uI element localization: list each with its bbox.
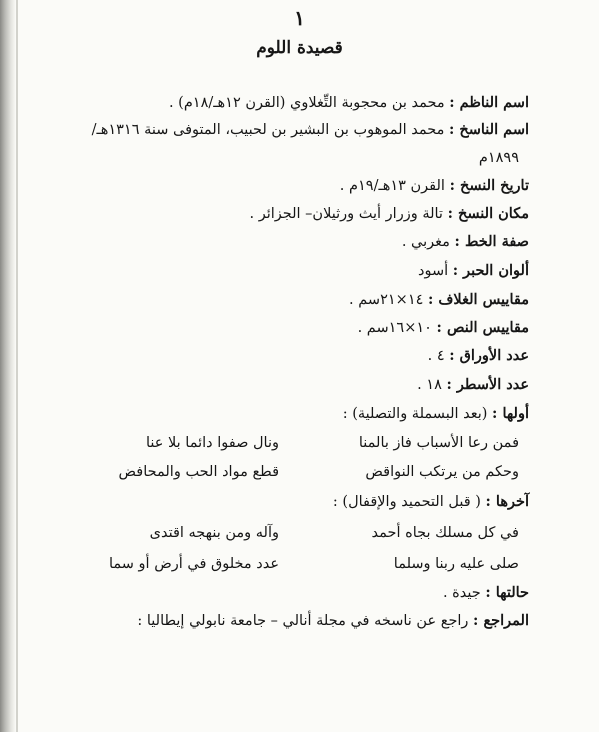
page-edge [16, 0, 18, 732]
field-value: ١٨٩٩م [478, 150, 519, 166]
field-value: ١٠×١٦سم . [357, 320, 432, 336]
field-label: عدد الأوراق : [449, 347, 529, 364]
field-label: صفة الخط : [454, 233, 529, 250]
opening-verse-1-second: ونال صفوا دائما بلا عنا [145, 435, 279, 451]
field-copyist-continued [60, 148, 519, 168]
field-value: (بعد البسملة والتصلية) : [342, 406, 488, 422]
field-beginning [60, 404, 529, 424]
field-value: ١٤×٢١سم . [349, 292, 424, 308]
field-copyist [60, 120, 529, 140]
field-value: محمد بن محجوبة التِّغلاوي (القرن ١٢هـ/١٨م) . [168, 95, 445, 111]
field-label: أولها : [492, 405, 529, 422]
field-poet [60, 93, 529, 113]
field-value: ( قبل التحميد والإقفال) : [332, 494, 481, 510]
field-value: أسود [418, 263, 449, 279]
field-ink-colors [60, 261, 529, 281]
field-script-type [60, 232, 529, 252]
field-value: مغربي . [401, 234, 450, 250]
field-value: القرن ١٣هـ/١٩م . [339, 178, 445, 194]
opening-verse-1-first: فمن رعا الأسباب فاز بالمنا [358, 435, 519, 451]
closing-verse-2-first: صلى عليه ربنا وسلما [393, 556, 519, 572]
field-label: مكان النسخ : [447, 205, 529, 222]
field-label: ألوان الحبر : [452, 262, 529, 279]
field-value: راجع عن ناسخه في مجلة أنالي – جامعة نابولي إيطاليا : [137, 613, 469, 629]
field-ending [60, 492, 529, 512]
field-label: اسم الناظم : [449, 94, 529, 111]
field-value: ١٨ . [417, 377, 442, 393]
closing-verse-1-first: في كل مسلك بجاه أحمد [371, 525, 519, 541]
field-label: المراجع : [473, 612, 529, 629]
page-number: ١ [294, 6, 305, 30]
field-label: حالتها : [485, 584, 529, 601]
field-label: آخرها : [485, 493, 529, 510]
field-leaves [60, 346, 529, 366]
field-text-size [60, 318, 529, 338]
opening-verse-2-second: قطع مواد الحب والمحافض [118, 464, 279, 480]
field-value: محمد الموهوب بن البشير بن لحبيب، المتوفى سنة ١٣١٦هـ/ [91, 122, 445, 138]
field-references [60, 611, 529, 631]
opening-verse-2-first: وحكم من يرتكب النواقض [365, 464, 519, 480]
field-copy-date [60, 176, 529, 196]
field-value: تالة وزرار أيث ورثيلان– الجزائر . [249, 206, 443, 222]
field-lines [60, 375, 529, 395]
closing-verse-2-second: عدد مخلوق في أرض أو سما [109, 556, 279, 572]
field-cover-size [60, 290, 529, 310]
closing-verse-1-second: وآله ومن بنهجه اقتدى [149, 525, 279, 541]
page-title: قصيدة اللوم [256, 38, 343, 58]
book-spine-shadow [0, 0, 16, 732]
field-label: مقاييس النص : [436, 319, 529, 336]
field-value: جيدة . [442, 585, 481, 601]
field-label: اسم الناسخ : [448, 121, 529, 138]
field-copy-place [60, 204, 529, 224]
field-label: مقاييس الغلاف : [428, 291, 529, 308]
field-label: تاريخ النسخ : [449, 177, 529, 194]
field-condition [60, 583, 529, 603]
field-value: ٤ . [427, 348, 445, 364]
field-label: عدد الأسطر : [446, 376, 529, 393]
